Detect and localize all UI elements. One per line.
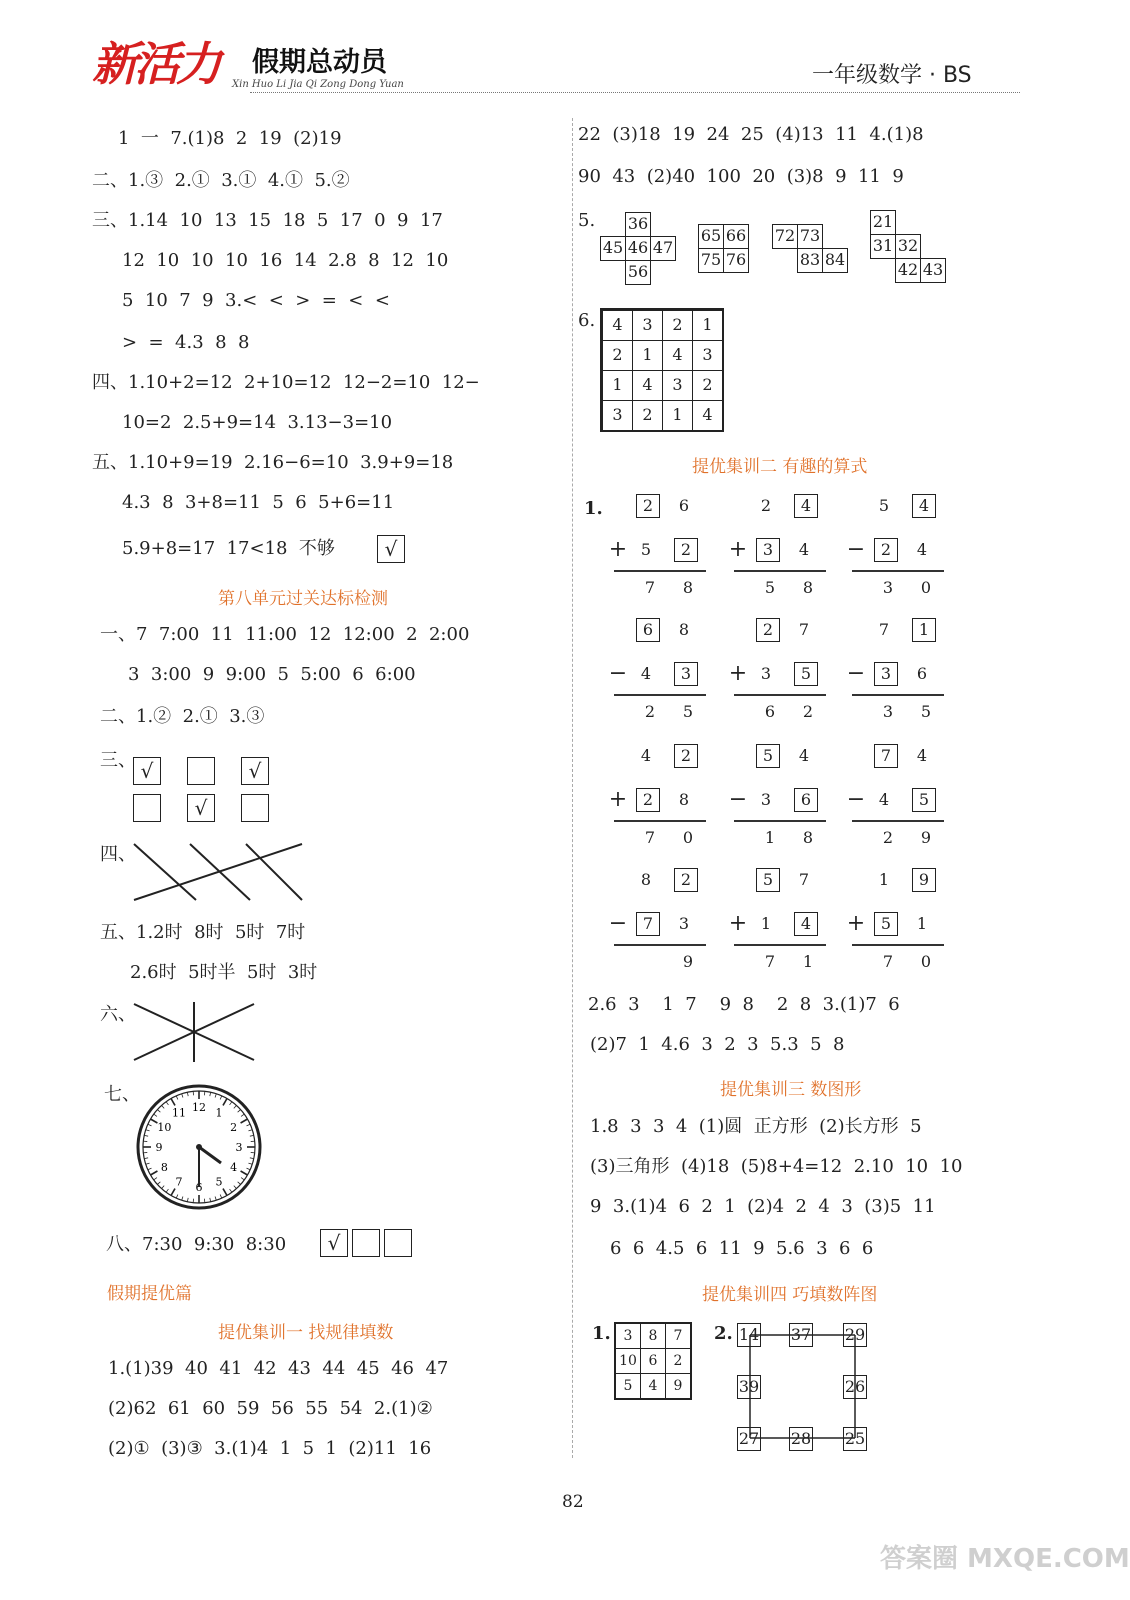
clock-tick xyxy=(157,1182,160,1185)
digit: 7 xyxy=(882,952,894,971)
clock-tick xyxy=(238,1182,241,1185)
digit: 5 xyxy=(682,702,694,721)
watermark: 答案圈 MXQE.COM xyxy=(880,1544,1130,1574)
clock-number: 11 xyxy=(172,1106,186,1120)
clock-tick xyxy=(176,1195,178,1199)
train3-title: 提优集训三 数图形 xyxy=(720,1080,862,1100)
digit: 2 xyxy=(874,538,898,562)
clock-tick xyxy=(154,1114,157,1116)
digit: 6 xyxy=(764,702,776,721)
clock-number: 7 xyxy=(175,1175,183,1189)
wu-line-1: 五、1.2时 8时 5时 7时 xyxy=(100,922,306,943)
digit: 5 xyxy=(764,578,776,597)
digit: 0 xyxy=(920,578,932,597)
qi-label: 七、 xyxy=(104,1084,140,1105)
digit: 5 xyxy=(920,702,932,721)
digit: 2 xyxy=(760,496,772,515)
digit: 7 xyxy=(644,578,656,597)
digit: 8 xyxy=(802,828,814,847)
grid-cell: 2 xyxy=(692,370,723,401)
clock-number: 8 xyxy=(160,1161,168,1174)
clock-tick xyxy=(148,1168,152,1170)
train2-label: 1. xyxy=(584,498,603,519)
train4-title: 提优集训四 巧填数阵图 xyxy=(702,1285,878,1305)
grid-cell: 3 xyxy=(662,370,693,401)
digit: 0 xyxy=(682,828,694,847)
clock-tick xyxy=(187,1198,188,1202)
clock-tick xyxy=(220,1096,222,1100)
digit: 2 xyxy=(636,494,660,518)
sum-line xyxy=(852,820,944,822)
q1-label: 1. xyxy=(592,1323,611,1344)
answer-line: 2.6 3 1 7 9 8 2 8 3.(1)7 6 xyxy=(588,994,900,1015)
clock-tick xyxy=(215,1094,216,1098)
digit: 7 xyxy=(878,620,890,639)
clock-tick xyxy=(151,1171,158,1175)
digit: 6 xyxy=(636,618,660,642)
clock-tick xyxy=(154,1178,157,1180)
answer-line: 10=2 2.5+9=14 3.13−3=10 xyxy=(122,412,393,433)
digit: 6 xyxy=(794,788,818,812)
frame-tm: 37 xyxy=(789,1323,813,1347)
grid-cell: 5 xyxy=(615,1373,641,1399)
matching-lines-6 xyxy=(130,1000,260,1065)
clock-tick xyxy=(223,1099,227,1106)
shape-cell: 76 xyxy=(723,248,749,273)
sum-line xyxy=(852,694,944,696)
clock-tick xyxy=(241,1178,244,1180)
clock-tick xyxy=(220,1195,222,1199)
series-title: 假期总动员 xyxy=(252,47,387,78)
digit: 5 xyxy=(878,496,890,515)
digit: 1 xyxy=(912,618,936,642)
clock-tick xyxy=(157,1110,160,1113)
grid-cell: 6 xyxy=(640,1348,666,1374)
clock-tick xyxy=(148,1124,152,1126)
clock-tick xyxy=(146,1130,150,1131)
clock-number: 1 xyxy=(215,1106,223,1120)
digit: 8 xyxy=(682,578,694,597)
digit: 7 xyxy=(764,952,776,971)
header-divider xyxy=(250,92,1020,93)
sum-line xyxy=(614,570,706,572)
shape-cell: 72 xyxy=(772,224,798,249)
clock-number: 9 xyxy=(155,1141,163,1154)
check-box-1: √ xyxy=(133,757,161,785)
ba-check-2 xyxy=(352,1229,380,1257)
digit: 5 xyxy=(794,662,818,686)
sum-line xyxy=(734,570,826,572)
frame-bm: 28 xyxy=(789,1427,813,1451)
digit: 4 xyxy=(798,540,810,559)
matching-lines-4 xyxy=(130,838,310,908)
clock-number: 12 xyxy=(192,1101,206,1114)
clock-tick xyxy=(230,1102,232,1105)
holiday-title: 假期提优篇 xyxy=(107,1284,192,1304)
clock-number: 5 xyxy=(215,1175,223,1189)
clock-tick xyxy=(250,1135,254,1136)
clock-tick xyxy=(144,1158,148,1159)
answer-line: > = 4.3 8 8 xyxy=(122,332,250,353)
frame-tl: 14 xyxy=(737,1323,761,1347)
digit: 7 xyxy=(798,870,810,889)
liu-label: 六、 xyxy=(100,1004,136,1025)
operator: + xyxy=(608,787,628,812)
clock-tick xyxy=(234,1186,237,1189)
grid-cell: 2 xyxy=(602,340,633,371)
digit: 3 xyxy=(760,790,772,809)
clock-tick xyxy=(210,1198,211,1202)
wu-line-2: 2.6时 5时半 5时 3时 xyxy=(130,962,318,983)
digit: 8 xyxy=(640,870,652,889)
shape-cell: 21 xyxy=(870,210,896,235)
digit: 7 xyxy=(798,620,810,639)
clock-number: 2 xyxy=(230,1121,238,1134)
clock-tick xyxy=(223,1189,227,1196)
clock-tick xyxy=(162,1105,165,1108)
clock-tick xyxy=(176,1096,178,1100)
digit: 7 xyxy=(644,828,656,847)
digit: 4 xyxy=(878,790,890,809)
page-number: 82 xyxy=(562,1492,584,1512)
clock-tick xyxy=(162,1186,165,1189)
operator: − xyxy=(608,911,628,936)
train1-line: (2)62 61 60 59 56 55 54 2.(1)② xyxy=(108,1398,433,1419)
answer-line: 5 10 7 9 3.< < > = < < xyxy=(122,290,390,311)
sum-line xyxy=(614,820,706,822)
grid-cell: 3 xyxy=(692,340,723,371)
grid-cell: 10 xyxy=(615,1348,641,1374)
operator: + xyxy=(728,537,748,562)
subject-label: 一年级数学 · BS xyxy=(812,63,972,88)
shape-cell: 32 xyxy=(895,234,921,259)
answer-line: 四、1.10+2=12 2+10=12 12−2=10 12− xyxy=(92,372,480,393)
digit: 4 xyxy=(794,494,818,518)
unit8-line: 3 3:00 9 9:00 5 5:00 6 6:00 xyxy=(128,664,416,685)
digit: 1 xyxy=(760,914,772,933)
grid-cell: 4 xyxy=(632,370,663,401)
clock-tick xyxy=(238,1110,241,1113)
sum-line xyxy=(734,944,826,946)
digit: 4 xyxy=(794,912,818,936)
ba-check-3 xyxy=(384,1229,412,1257)
clock-hour-hand xyxy=(199,1147,221,1163)
frame-br: 25 xyxy=(843,1427,867,1451)
clock-tick xyxy=(171,1099,175,1106)
digit: 3 xyxy=(874,662,898,686)
digit: 5 xyxy=(874,912,898,936)
q6-label: 6. xyxy=(578,310,596,331)
clock-tick xyxy=(250,1158,254,1159)
grid-cell: 3 xyxy=(615,1323,641,1349)
shape-cell: 75 xyxy=(698,248,724,273)
grid-cell: 1 xyxy=(692,310,723,341)
shape-cell: 83 xyxy=(797,248,823,273)
check-box-3: √ xyxy=(241,757,269,785)
digit: 9 xyxy=(912,868,936,892)
train1-line: (2)① (3)③ 3.(1)4 1 5 1 (2)11 16 xyxy=(108,1438,432,1459)
grid-cell: 1 xyxy=(662,400,693,431)
answer-line: 90 43 (2)40 100 20 (3)8 9 11 9 xyxy=(578,166,904,187)
digit: 2 xyxy=(674,538,698,562)
clock-tick xyxy=(234,1105,237,1108)
sum-line xyxy=(852,944,944,946)
check-box-4 xyxy=(133,794,161,822)
clock-tick xyxy=(187,1092,188,1096)
clock-tick xyxy=(241,1171,248,1175)
digit: 4 xyxy=(916,746,928,765)
grid-cell: 9 xyxy=(665,1373,691,1399)
clock-tick xyxy=(247,1124,251,1126)
si-label: 四、 xyxy=(100,844,136,865)
digit: 7 xyxy=(636,912,660,936)
series-pinyin: Xin Huo Li Jia Qi Zong Dong Yuan xyxy=(232,79,404,90)
answer-line: 五、1.10+9=19 2.16−6=10 3.9+9=18 xyxy=(92,452,454,473)
operator: + xyxy=(608,537,628,562)
shape-cell: 66 xyxy=(723,224,749,249)
clock-tick xyxy=(171,1189,175,1196)
unit8-line: 一、7 7:00 11 11:00 12 12:00 2 2:00 xyxy=(100,624,470,645)
grid-cell: 8 xyxy=(640,1323,666,1349)
clock-tick xyxy=(215,1196,216,1200)
digit: 5 xyxy=(756,744,780,768)
shape-cell: 46 xyxy=(625,236,651,261)
train2-title: 提优集训二 有趣的算式 xyxy=(692,457,868,477)
digit: 4 xyxy=(916,540,928,559)
answer-line: 9 3.(1)4 6 2 1 (2)4 2 4 3 (3)5 11 xyxy=(590,1196,936,1217)
clock-number: 3 xyxy=(235,1141,243,1154)
frame-mr: 26 xyxy=(843,1375,867,1399)
sum-line xyxy=(614,944,706,946)
clock-face xyxy=(135,1083,263,1211)
shape-cell: 56 xyxy=(625,260,651,285)
digit: 8 xyxy=(678,790,690,809)
digit: 2 xyxy=(636,788,660,812)
ba-line: 八、7:30 9:30 8:30 xyxy=(106,1234,287,1255)
answer-line: 三、1.14 10 13 15 18 5 17 0 9 17 xyxy=(92,210,443,231)
grid-cell: 1 xyxy=(602,370,633,401)
grid-cell: 1 xyxy=(632,340,663,371)
unit8-line: 二、1.② 2.① 3.③ xyxy=(100,706,265,727)
shape-cell: 73 xyxy=(797,224,823,249)
digit: 1 xyxy=(878,870,890,889)
digit: 3 xyxy=(760,664,772,683)
check-box-6 xyxy=(241,794,269,822)
shape-cell: 65 xyxy=(698,224,724,249)
clock-number: 6 xyxy=(195,1181,203,1194)
grid-cell: 3 xyxy=(632,310,663,341)
grid-cell: 2 xyxy=(662,310,693,341)
shape-cell: 31 xyxy=(870,234,896,259)
san-label: 三、 xyxy=(100,750,136,771)
train1-line: 1.(1)39 40 41 42 43 44 45 46 47 xyxy=(108,1358,449,1379)
train1-title: 提优集训一 找规律填数 xyxy=(218,1323,394,1343)
digit: 1 xyxy=(764,828,776,847)
operator: − xyxy=(846,661,866,686)
shape-cell: 43 xyxy=(920,258,946,283)
answer-line: 12 10 10 10 16 14 2.8 8 12 10 xyxy=(122,250,449,271)
digit: 7 xyxy=(874,744,898,768)
operator: − xyxy=(846,537,866,562)
operator: + xyxy=(846,911,866,936)
digit: 2 xyxy=(756,618,780,642)
operator: + xyxy=(728,911,748,936)
logo-text: 新活力 xyxy=(92,37,218,91)
clock-tick xyxy=(248,1130,252,1131)
answer-line: 6 6 4.5 6 11 9 5.6 3 6 6 xyxy=(610,1238,874,1259)
clock-number: 4 xyxy=(230,1161,238,1174)
clock-tick xyxy=(210,1092,211,1096)
clock-tick xyxy=(230,1189,232,1192)
digit: 1 xyxy=(916,914,928,933)
check-box-buzugou: √ xyxy=(377,535,405,563)
clock-tick xyxy=(182,1196,183,1200)
shape-cell: 45 xyxy=(600,236,626,261)
logo xyxy=(92,28,218,94)
grid-cell: 2 xyxy=(665,1348,691,1374)
sum-line xyxy=(734,820,826,822)
digit: 8 xyxy=(802,578,814,597)
grid-cell: 4 xyxy=(662,340,693,371)
digit: 3 xyxy=(882,578,894,597)
digit: 3 xyxy=(756,538,780,562)
grid-cell: 4 xyxy=(692,400,723,431)
answer-line: 1.8 3 3 4 (1)圆 正方形 (2)长方形 5 xyxy=(590,1116,922,1137)
answer-line: 1 一 7.(1)8 2 19 (2)19 xyxy=(118,128,342,149)
sum-line xyxy=(734,694,826,696)
digit: 5 xyxy=(640,540,652,559)
digit: 4 xyxy=(798,746,810,765)
check-box-2 xyxy=(187,757,215,785)
operator: − xyxy=(728,787,748,812)
digit: 9 xyxy=(682,952,694,971)
digit: 4 xyxy=(912,494,936,518)
clock-tick xyxy=(182,1094,183,1098)
digit: 3 xyxy=(678,914,690,933)
digit: 2 xyxy=(802,702,814,721)
clock-tick xyxy=(241,1119,248,1123)
clock-tick xyxy=(247,1168,251,1170)
digit: 2 xyxy=(644,702,656,721)
digit: 4 xyxy=(640,746,652,765)
clock-tick xyxy=(166,1102,168,1105)
column-divider xyxy=(572,118,573,1458)
answer-line: 二、1.③ 2.① 3.① 4.① 5.② xyxy=(92,170,350,191)
ba-check-1: √ xyxy=(320,1229,348,1257)
digit: 9 xyxy=(920,828,932,847)
clock-tick xyxy=(146,1163,150,1164)
frame-bl: 27 xyxy=(737,1427,761,1451)
clock-tick xyxy=(241,1114,244,1116)
grid-cell: 4 xyxy=(602,310,633,341)
operator: + xyxy=(728,661,748,686)
digit: 3 xyxy=(674,662,698,686)
digit: 0 xyxy=(920,952,932,971)
digit: 4 xyxy=(640,664,652,683)
grid-cell: 7 xyxy=(665,1323,691,1349)
digit: 6 xyxy=(678,496,690,515)
shape-cell: 47 xyxy=(650,236,676,261)
frame-tr: 29 xyxy=(843,1323,867,1347)
grid-cell: 3 xyxy=(602,400,633,431)
operator: − xyxy=(846,787,866,812)
grid-cell: 2 xyxy=(632,400,663,431)
unit8-title: 第八单元过关达标检测 xyxy=(218,589,388,609)
check-box-5: √ xyxy=(187,794,215,822)
digit: 8 xyxy=(678,620,690,639)
shape-cell: 36 xyxy=(625,212,651,237)
q5-label: 5. xyxy=(578,210,596,231)
digit: 2 xyxy=(882,828,894,847)
digit: 1 xyxy=(802,952,814,971)
digit: 6 xyxy=(916,664,928,683)
clock-tick xyxy=(166,1189,168,1192)
answer-line: 5.9+8=17 17<18 不够 xyxy=(122,538,335,559)
clock-number: 10 xyxy=(157,1121,172,1134)
digit: 5 xyxy=(912,788,936,812)
answer-line: (3)三角形 (4)18 (5)8+4=12 2.10 10 10 xyxy=(590,1156,963,1177)
grid-cell: 4 xyxy=(640,1373,666,1399)
clock-tick xyxy=(144,1135,148,1136)
operator: − xyxy=(608,661,628,686)
answer-line: 22 (3)18 19 24 25 (4)13 11 4.(1)8 xyxy=(578,124,924,145)
frame-ml: 39 xyxy=(737,1375,761,1399)
digit: 2 xyxy=(674,744,698,768)
sum-line xyxy=(852,570,944,572)
answer-line: 4.3 8 3+8=11 5 6 5+6=11 xyxy=(122,492,395,513)
digit: 5 xyxy=(756,868,780,892)
answer-line: (2)7 1 4.6 3 2 3 5.3 5 8 xyxy=(590,1034,845,1055)
clock-tick xyxy=(248,1163,252,1164)
sum-line xyxy=(614,694,706,696)
q2-label: 2. xyxy=(714,1323,733,1344)
digit: 2 xyxy=(674,868,698,892)
shape-cell: 42 xyxy=(895,258,921,283)
digit: 3 xyxy=(882,702,894,721)
clock-center xyxy=(196,1144,202,1150)
shape-cell: 84 xyxy=(822,248,848,273)
